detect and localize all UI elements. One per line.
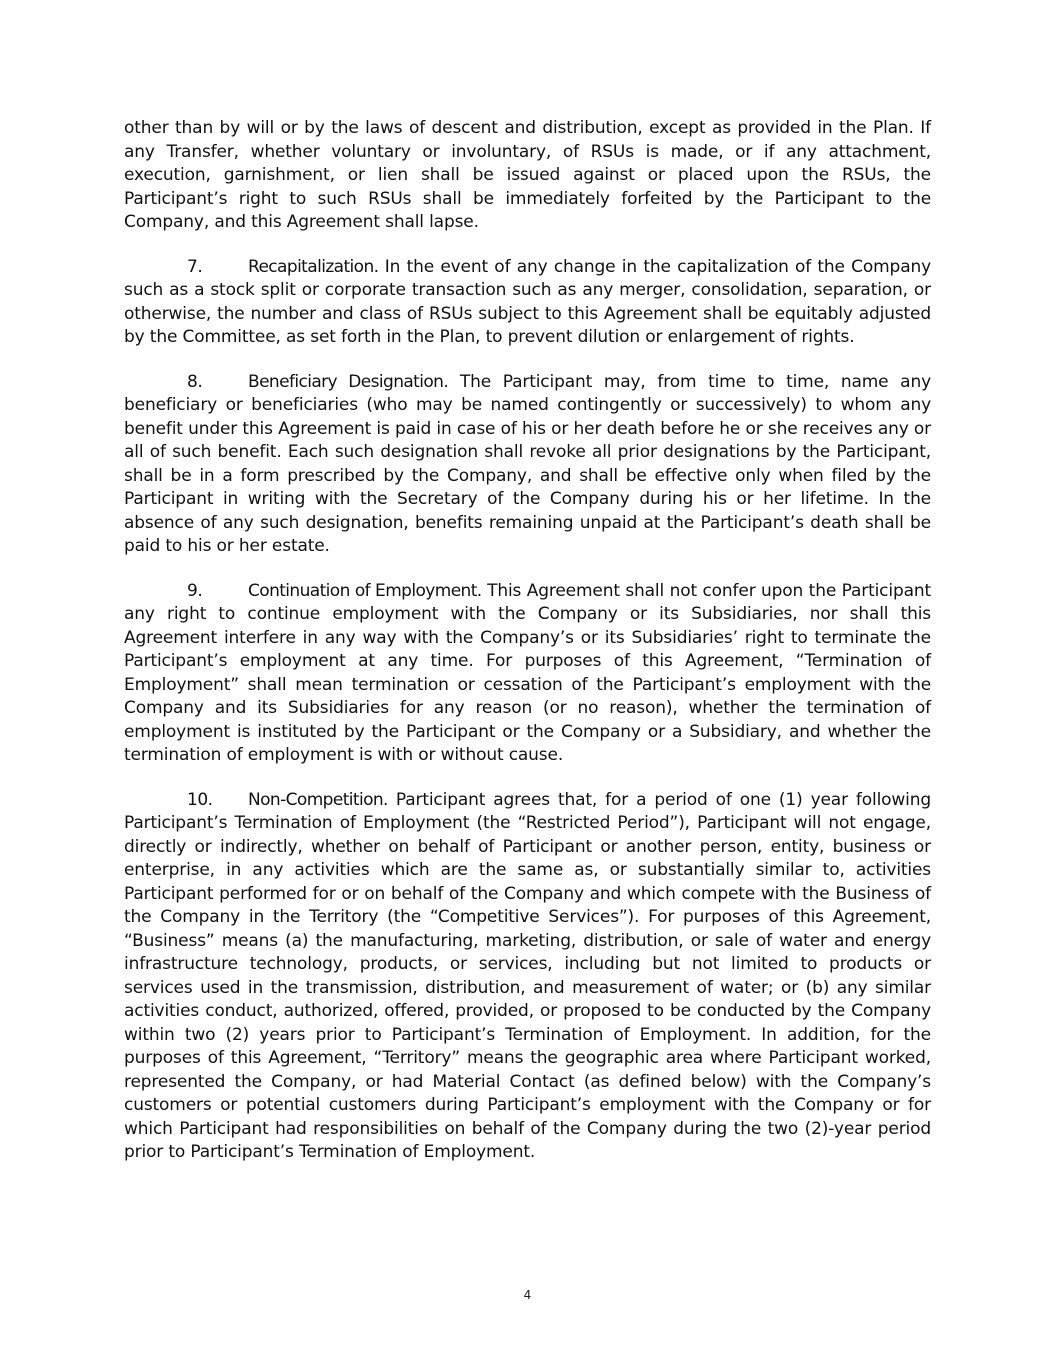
section-heading: Beneficiary Designation.	[248, 371, 449, 392]
intro-paragraph: other than by will or by the laws of descent and distribution, except as provided in the Plan. If any Transfer, whether voluntary or involuntary, of RSUs is made, or if any attachment, execution, garnishment, or lien shall be issued against or placed upon the RSUs, the Participant’s right to such RSUs shall be immediately forfeited by the Participant to the Company, and this Agreement shall lapse.	[124, 118, 931, 232]
section-body: The Participant may, from time to time, name any beneficiary or beneficiaries (who may be named contingently or successively) to whom any benefit under this Agreement is paid in case of his or her death before he or she receives any or all of such benefit. Each such designation shall revoke all prior designations by the Participant, shall be in a form prescribed by the Company, and shall be effective only when filed by the Participant in writing with the Secretary of the Company during his or her lifetime. In the absence of any such designation, benefits remaining unpaid at the Participant’s death shall be paid to his or her estate.	[124, 371, 931, 556]
section-8-beneficiary-designation	[124, 371, 931, 559]
section-number: 8.	[187, 371, 203, 392]
section-number: 9.	[187, 580, 203, 601]
section-10-non-competition	[124, 789, 931, 1165]
section-body: This Agreement shall not confer upon the Participant any right to continue employment with the Company or its Subsidiaries, nor shall this Agreement interfere in any way with the Company’s or its Subsidiaries’ right to terminate the Participant’s employment at any time. For purposes of this Agreement, “Termination of Employment” shall mean termination or cessation of the Participant’s employment with the Company and its Subsidiaries for any reason (or no reason), whether the termination of employment is instituted by the Participant or the Company or a Subsidiary, and whether the termination of employment is with or without cause.	[124, 580, 931, 765]
section-heading: Continuation of Employment.	[248, 580, 482, 601]
section-heading: Non-Competition.	[248, 789, 388, 810]
section-7-recapitalization	[124, 256, 931, 350]
section-heading: Recapitalization.	[248, 256, 379, 277]
section-body: Participant agrees that, for a period of one (1) year following Participant’s Termination of Employment (the “Restricted Period”), Participant will not engage, directly or indirectly, whether on behalf of Participant or another person, entity, business or enterprise, in any activities which are the same as, or substantially similar to, activities Participant performed for or on behalf of the Company and which compete with the Business of the Company in the Territory (the “Competitive Services”). For purposes of this Agreement, “Business” means (a) the manufacturing, marketing, distribution, or sale of water and energy infrastructure technology, products, or services, including but not limited to products or services used in the transmission, distribution, and measurement of water; or (b) any similar activities conduct, authorized, offered, provided, or proposed to be conducted by the Company within two (2) years prior to Participant’s Termination of Employment. In addition, for the purposes of this Agreement, “Territory” means the geographic area where Participant worked, represented the Company, or had Material Contact (as defined below) with the Company’s customers or potential customers during Participant’s employment with the Company or for which Participant had responsibilities on behalf of the Company during the two (2)-year period prior to Participant’s Termination of Employment.	[124, 789, 931, 1162]
page-number: 4	[523, 1288, 532, 1302]
document-page	[124, 117, 931, 1186]
section-number: 7.	[187, 256, 203, 277]
section-body: In the event of any change in the capitalization of the Company such as a stock split or corporate transaction such as any merger, consolidation, separation, or otherwise, the number and class of RSUs subject to this Agreement shall be equitably adjusted by the Committee, as set forth in the Plan, to prevent dilution or enlargement of rights.	[124, 256, 931, 347]
section-9-continuation-of-employment	[124, 580, 931, 768]
section-number: 10.	[187, 789, 213, 810]
